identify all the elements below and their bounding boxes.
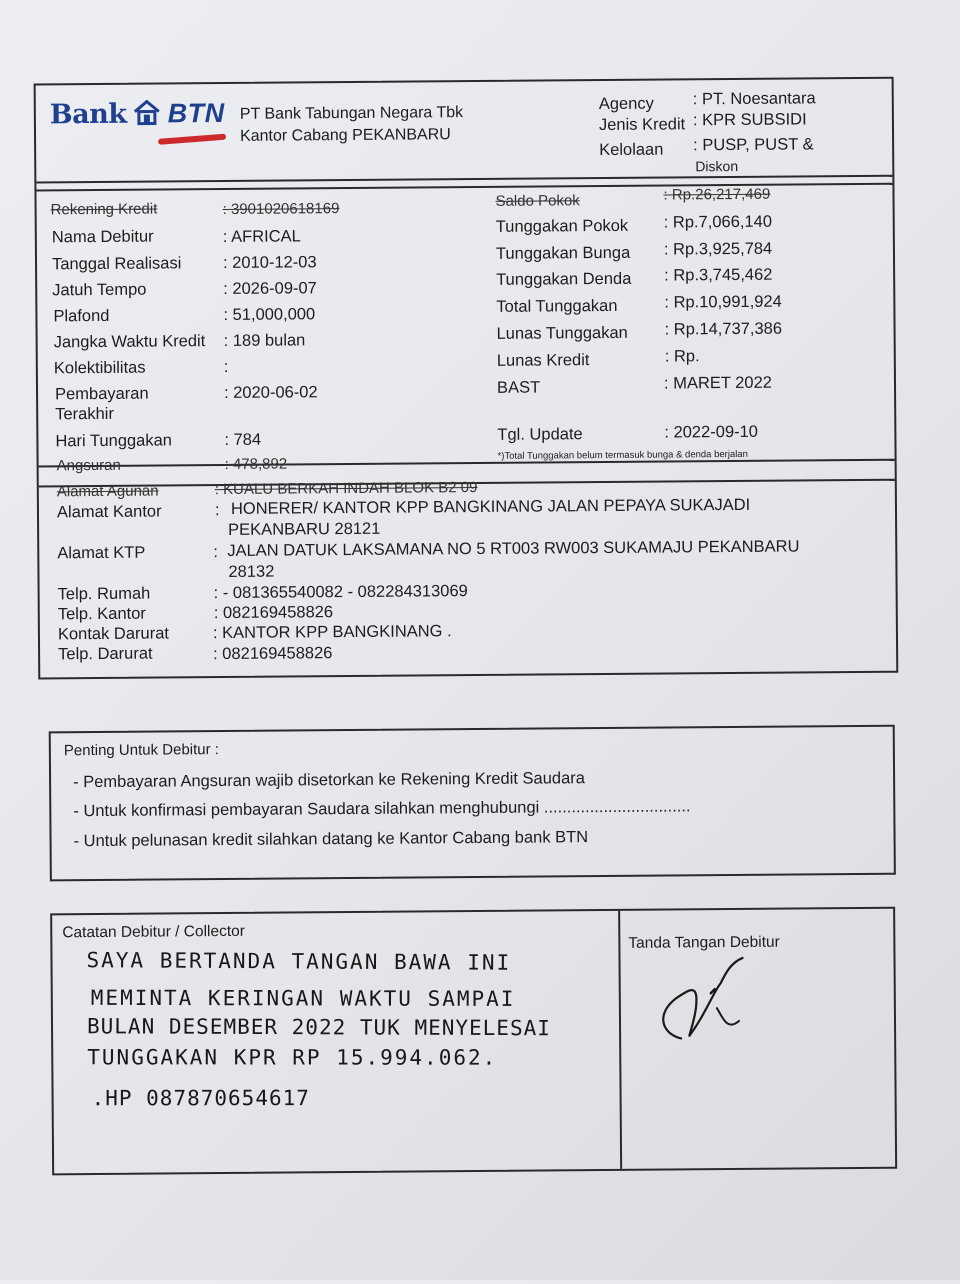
info-item-3: - Untuk pelunasan kredit silahkan datang ke Kantor Cabang bank BTN [73,828,589,851]
agency-label: Agency [598,94,654,114]
nama-debitur-label: Nama Debitur [51,227,154,247]
telp-darurat-label: Telp. Darurat [58,644,153,664]
tanggal-realisasi-label: Tanggal Realisasi [51,254,182,274]
lunas-tunggakan-label: Lunas Tunggakan [496,323,628,343]
plafond-value: : 51,000,000 [223,305,316,325]
header-divider [36,175,892,184]
bank-logo [50,98,225,130]
info-item-1: - Pembayaran Angsuran wajib disetorkan ke Rekening Kredit Saudara [73,769,585,792]
handwritten-line-1: SAYA BERTANDA TANGAN BAWA INI [86,948,512,975]
kolektibilitas-value: : [223,357,229,377]
tgl-update-label: Tgl. Update [497,425,583,444]
angsuran-value: : 478,892 [224,455,288,474]
telp-rumah-value: : - 081365540082 - 082284313069 [213,582,468,603]
jatuh-tempo-value: : 2026-09-07 [223,279,317,299]
rekening-label: Rekening Kredit [50,200,158,219]
tgl-update-value: : 2022-09-10 [664,422,759,442]
jenis-kredit-label: Jenis Kredit [598,115,686,135]
rekening-value: : 3901020618169 [222,200,340,219]
alamat-ktp-label: Alamat KTP [57,543,146,563]
agency-value: : PT. Noesantara [692,89,816,109]
telp-kantor-value: : 082169458826 [213,603,334,623]
lunas-tunggakan-value: : Rp.14,737,386 [664,319,783,339]
alamat-ktp-line-1: JALAN DATUK LAKSAMANA NO 5 RT003 RW003 SUKAMAJU PEKANBARU [227,537,800,560]
angsuran-label: Angsuran [56,456,121,475]
telp-rumah-label: Telp. Rumah [57,584,151,604]
tunggakan-denda-value: : Rp.3,745,462 [664,265,773,285]
kelolaan-value: : PUSP, PUST & [693,135,814,155]
jatuh-tempo-label: Jatuh Tempo [52,280,147,300]
tunggakan-bunga-label: Tunggakan Bunga [495,243,631,263]
alamat-kantor-line-2: PEKANBARU 28121 [228,519,381,539]
tunggakan-bunga-value: : Rp.3,925,784 [663,239,773,259]
saldo-pokok-label: Saldo Pokok [495,192,580,210]
branch-name: Kantor Cabang PEKANBARU [239,126,451,145]
tunggakan-footnote: *)Total Tunggakan belum termasuk bunga & denda berjalan [497,448,748,462]
alamat-agunan-value: : KUALU BERKAH INDAH BLOK B2 09 [214,479,478,499]
jenis-kredit-value: : KPR SUBSIDI [692,110,807,130]
kelolaan-value-2: Diskon [695,157,739,175]
pembayaran-value: : 2020-06-02 [223,383,318,403]
kontak-darurat-label: Kontak Darurat [57,624,169,644]
hari-tunggakan-value: : 784 [224,430,262,450]
alamat-agunan-label: Alamat Agunan [56,482,159,501]
house-logo-icon [133,99,161,125]
info-title: Penting Untuk Debitur : [63,741,220,760]
alamat-ktp-line-2: 28132 [228,562,275,581]
alamat-kantor-line-1: HONERER/ KANTOR KPP BANGKINANG JALAN PEPAYA SUKAJADI [230,495,751,518]
handwritten-line-3: BULAN DESEMBER 2022 TUK MENYELESAI [86,1014,551,1041]
total-tunggakan-value: : Rp.10,991,924 [664,292,782,312]
logo-btn-text: BTN [167,97,225,129]
jangka-waktu-value: : 189 bulan [223,331,306,351]
tanggal-realisasi-value: : 2010-12-03 [222,253,317,273]
lunas-kredit-label: Lunas Kredit [496,351,590,370]
kolektibilitas-label: Kolektibilitas [53,358,146,378]
pembayaran-label-2: Terakhir [55,404,114,424]
alamat-kantor-colon: : [214,501,220,520]
hari-tunggakan-label: Hari Tunggakan [55,431,172,451]
loan-divider [39,459,895,468]
pembayaran-label: Pembayaran [54,384,149,404]
notes-signature-divider [618,911,622,1169]
logo-bank-text: Bank [49,98,127,131]
tunggakan-pokok-value: : Rp.7,066,140 [663,212,773,232]
saldo-pokok-value: : Rp.26,217,469 [663,185,771,204]
debtor-signature [650,953,761,1054]
bast-label: BAST [496,378,541,397]
company-name: PT Bank Tabungan Negara Tbk [239,104,464,123]
total-tunggakan-label: Total Tunggakan [496,296,618,316]
alamat-kantor-label: Alamat Kantor [56,502,162,522]
handwritten-line-2: MEMINTA KERINGAN WAKTU SAMPAI [90,985,516,1011]
catatan-label: Catatan Debitur / Collector [62,922,245,942]
tunggakan-denda-label: Tunggakan Denda [496,269,632,289]
handwritten-line-4: TUNGGAKAN KPR RP 15.994.062. [87,1045,498,1070]
telp-darurat-value: : 082169458826 [213,644,333,664]
info-item-2: - Untuk konfirmasi pembayaran Saudara silahkan menghubungi ................................ [73,797,691,821]
kelolaan-label: Kelolaan [599,140,664,160]
handwritten-line-5: .HP 087870654617 [91,1086,310,1111]
jangka-waktu-label: Jangka Waktu Kredit [53,332,206,352]
nama-debitur-value: : AFRICAL [222,227,301,247]
alamat-ktp-colon: : [213,543,218,562]
signature-label: Tanda Tangan Debitur [628,933,780,952]
telp-kantor-label: Telp. Kantor [57,604,146,624]
plafond-label: Plafond [53,306,110,326]
bast-value: : MARET 2022 [663,373,772,393]
tunggakan-pokok-label: Tunggakan Pokok [495,216,629,236]
lunas-kredit-value: : Rp. [664,347,700,366]
kontak-darurat-value: : KANTOR KPP BANGKINANG . [212,622,452,643]
